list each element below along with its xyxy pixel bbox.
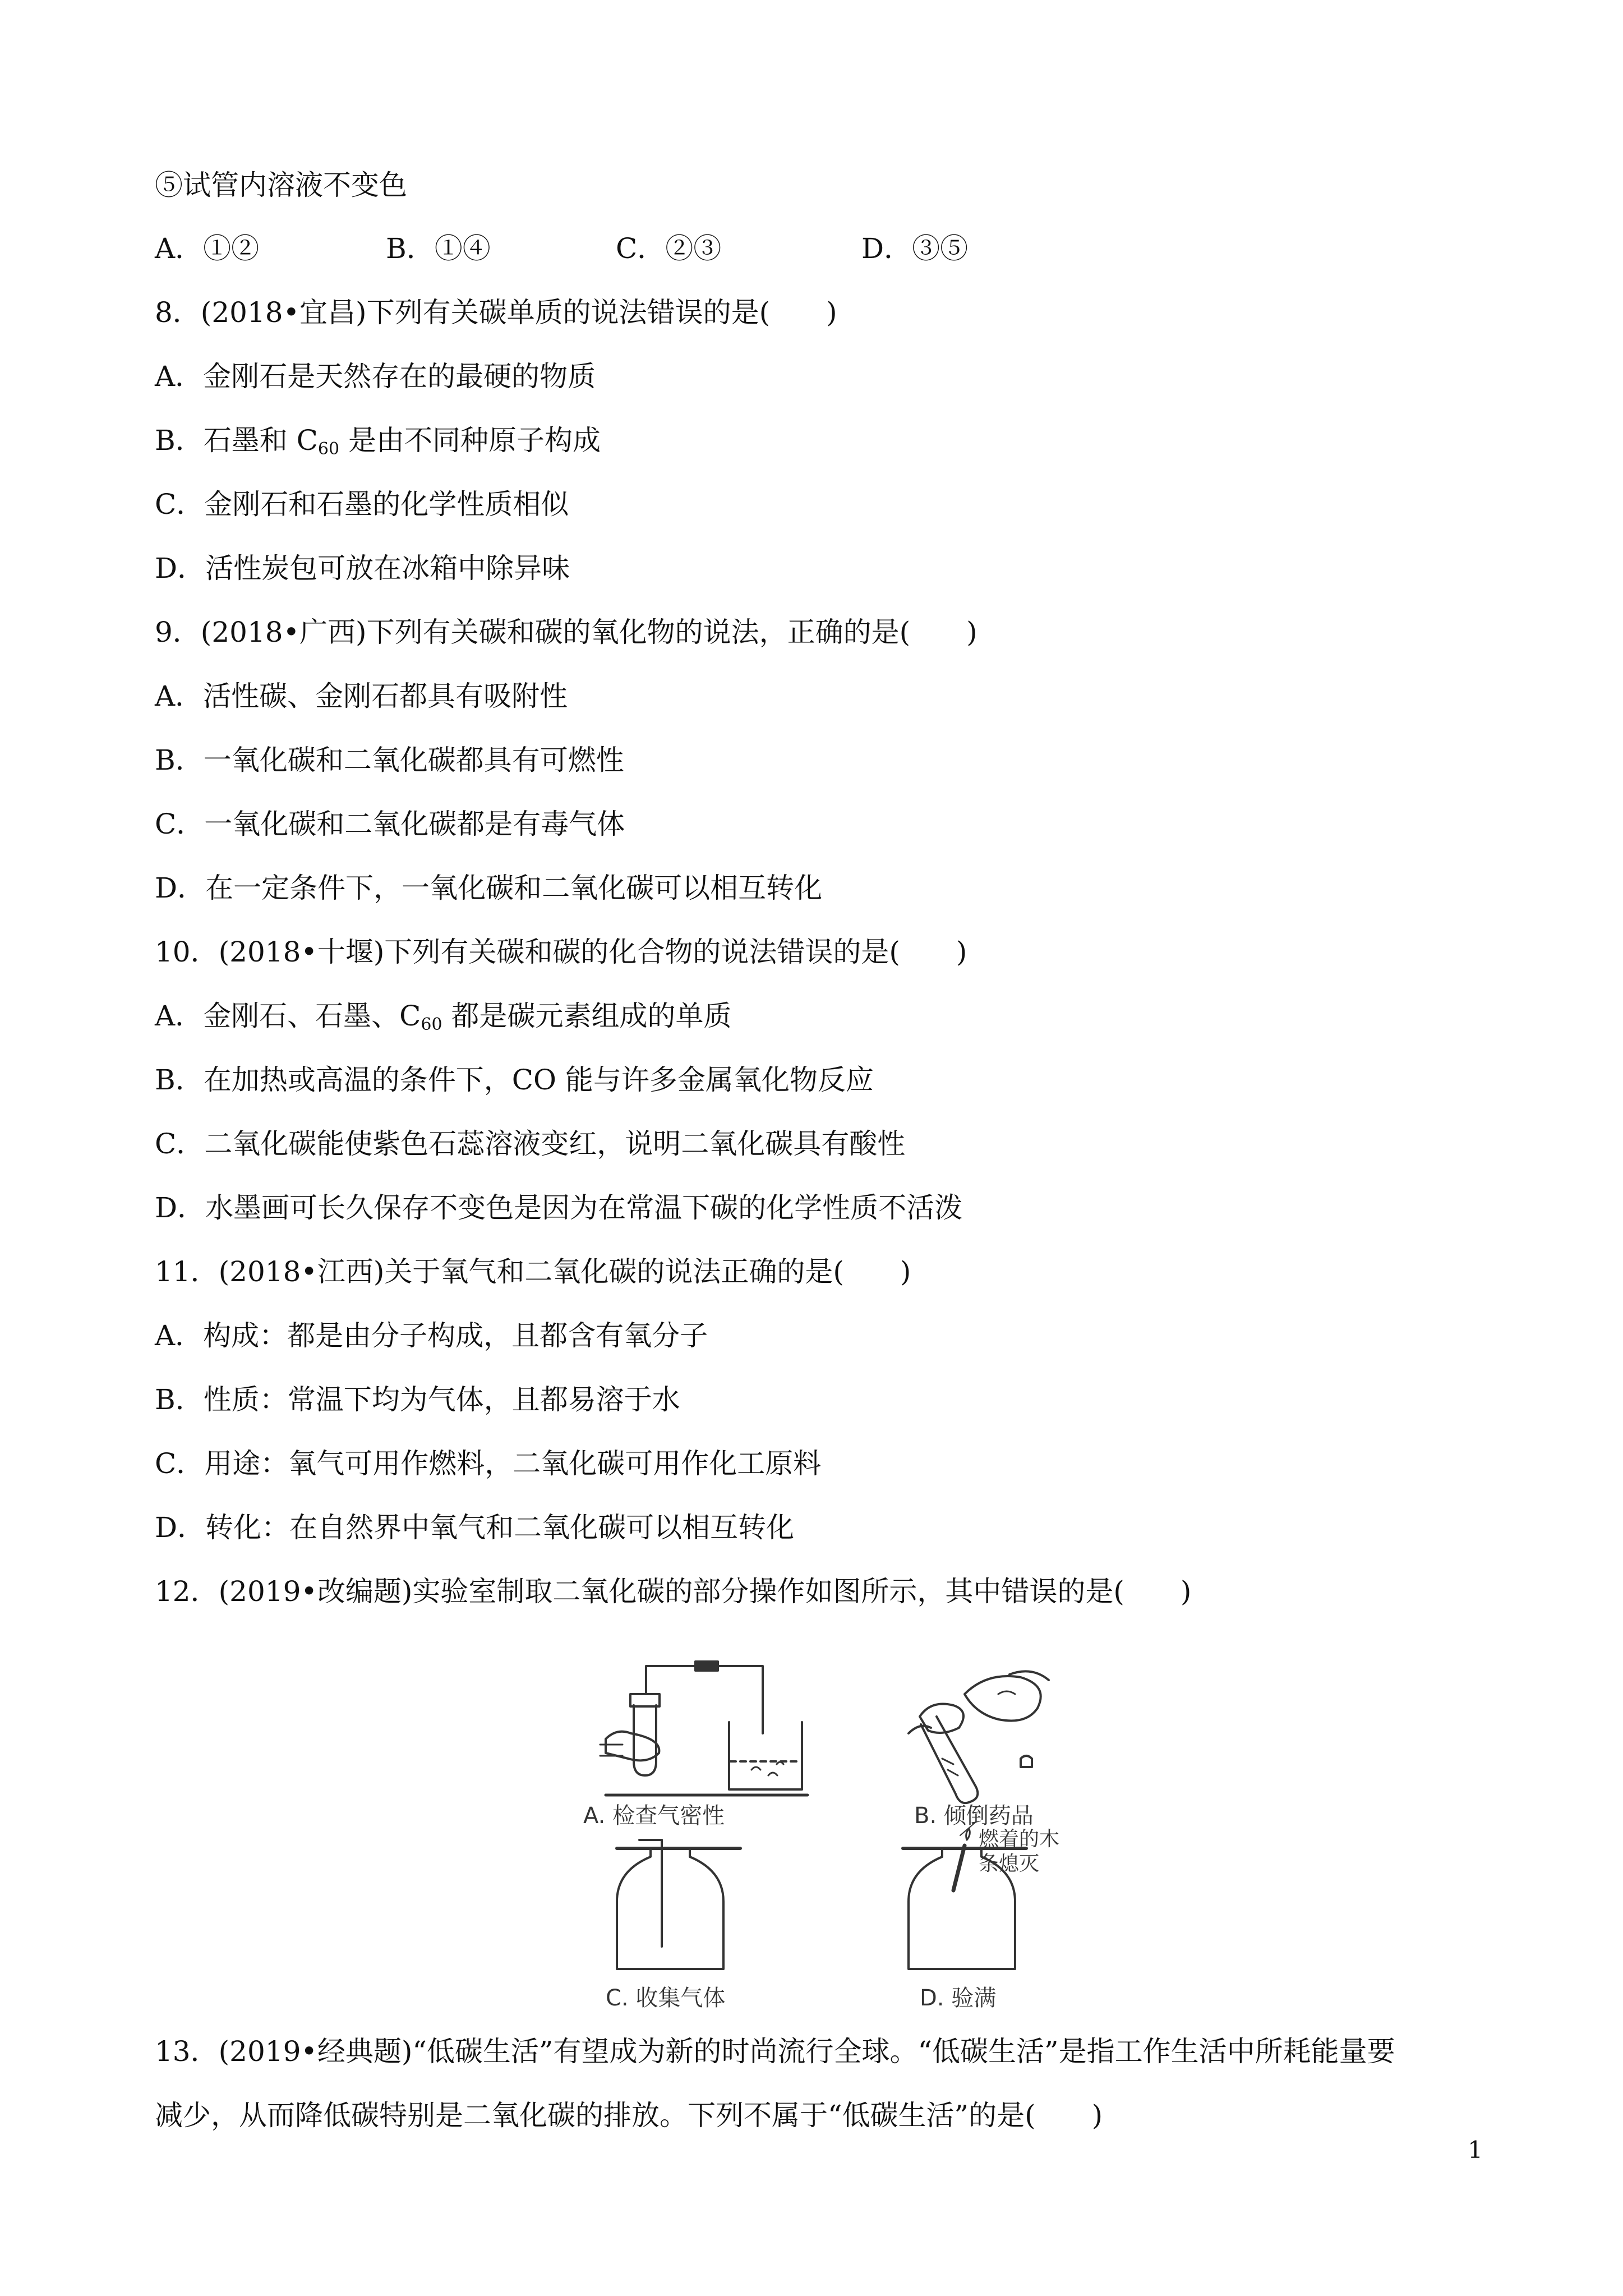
label-d-line1: 燃着的木 <box>979 1828 1060 1851</box>
label-d-line2: 条熄灭 <box>979 1852 1040 1875</box>
q8-stem: 8．(2018•宜昌)下列有关碳单质的说法错误的是( ) <box>155 296 837 329</box>
caption-b: B. 倾倒药品 <box>914 1803 1034 1829</box>
q11-option-d: D．转化：在自然界中氧气和二氧化碳可以相互转化 <box>155 1511 795 1544</box>
q8-option-d: D．活性炭包可放在冰箱中除异味 <box>155 552 570 585</box>
q10-option-a-pre: A．金刚石、石墨、C <box>155 1000 421 1032</box>
q9-option-a: A．活性碳、金刚石都具有吸附性 <box>155 680 568 712</box>
panel-a-airtightness <box>583 1662 808 1829</box>
q10-option-a <box>155 999 731 1042</box>
q7-option-b: B．①④ <box>386 232 491 265</box>
panel-c-collecting <box>606 1840 740 2011</box>
q11-option-b: B．性质：常温下均为气体，且都易溶于水 <box>155 1383 680 1416</box>
q8-option-b-post: 是由不同种原子构成 <box>339 424 601 457</box>
q12-figure <box>583 1655 1110 2014</box>
q10-stem: 10．(2018•十堰)下列有关碳和碳的化合物的说法错误的是( ) <box>155 936 967 968</box>
page-number: 1 <box>1468 2136 1483 2164</box>
q10-option-c: C．二氧化碳能使紫色石蕊溶液变红，说明二氧化碳具有酸性 <box>155 1128 906 1160</box>
q9-option-b: B．一氧化碳和二氧化碳都具有可燃性 <box>155 744 624 776</box>
q8-option-b-sub: 60 <box>317 439 340 459</box>
q9-stem: 9．(2018•广西)下列有关碳和碳的氧化物的说法，正确的是( ) <box>155 616 978 648</box>
caption-d: D. 验满 <box>920 1985 997 2011</box>
caption-c: C. 收集气体 <box>606 1985 726 2011</box>
q9-option-d: D．在一定条件下，一氧化碳和二氧化碳可以相互转化 <box>155 872 823 904</box>
q11-option-c: C．用途：氧气可用作燃料，二氧化碳可用作化工原料 <box>155 1447 822 1480</box>
q10-option-d: D．水墨画可长久保存不变色是因为在常温下碳的化学性质不活泼 <box>155 1191 963 1224</box>
q8-option-c: C．金刚石和石墨的化学性质相似 <box>155 488 569 521</box>
q10-option-a-sub: 60 <box>421 1015 442 1034</box>
q9-option-c: C．一氧化碳和二氧化碳都是有毒气体 <box>155 808 625 840</box>
q7-item5: ⑤试管内溶液不变色 <box>155 169 407 201</box>
q10-option-a-post: 都是碳元素组成的单质 <box>442 1000 732 1032</box>
q13-line1: 13．(2019•经典题)“低碳生活”有望成为新的时尚流行全球。“低碳生活”是指工作生活中所耗能量要 <box>155 2035 1395 2068</box>
q7-option-d: D．③⑤ <box>861 232 969 265</box>
q7-option-a: A．①② <box>155 232 260 265</box>
q10-option-b: B．在加热或高温的条件下，CO 能与许多金属氧化物反应 <box>155 1064 874 1096</box>
q7-option-c: C．②③ <box>616 232 722 265</box>
caption-a: A. 检查气密性 <box>583 1803 725 1829</box>
panel-d-check-full <box>903 1822 1059 2011</box>
q8-option-b <box>155 424 601 466</box>
panel-b-pouring <box>909 1671 1049 1829</box>
q8-option-a: A．金刚石是天然存在的最硬的物质 <box>155 360 596 393</box>
q8-option-b-pre: B．石墨和 C <box>155 424 318 457</box>
q11-option-a: A．构成：都是由分子构成，且都含有氧分子 <box>155 1319 708 1352</box>
q11-stem: 11．(2018•江西)关于氧气和二氧化碳的说法正确的是( ) <box>155 1255 911 1288</box>
q12-stem: 12．(2019•改编题)实验室制取二氧化碳的部分操作如图所示，其中错误的是( ) <box>155 1575 1192 1608</box>
q13-line2: 减少，从而降低碳特别是二氧化碳的排放。下列不属于“低碳生活”的是( ) <box>155 2099 1103 2132</box>
